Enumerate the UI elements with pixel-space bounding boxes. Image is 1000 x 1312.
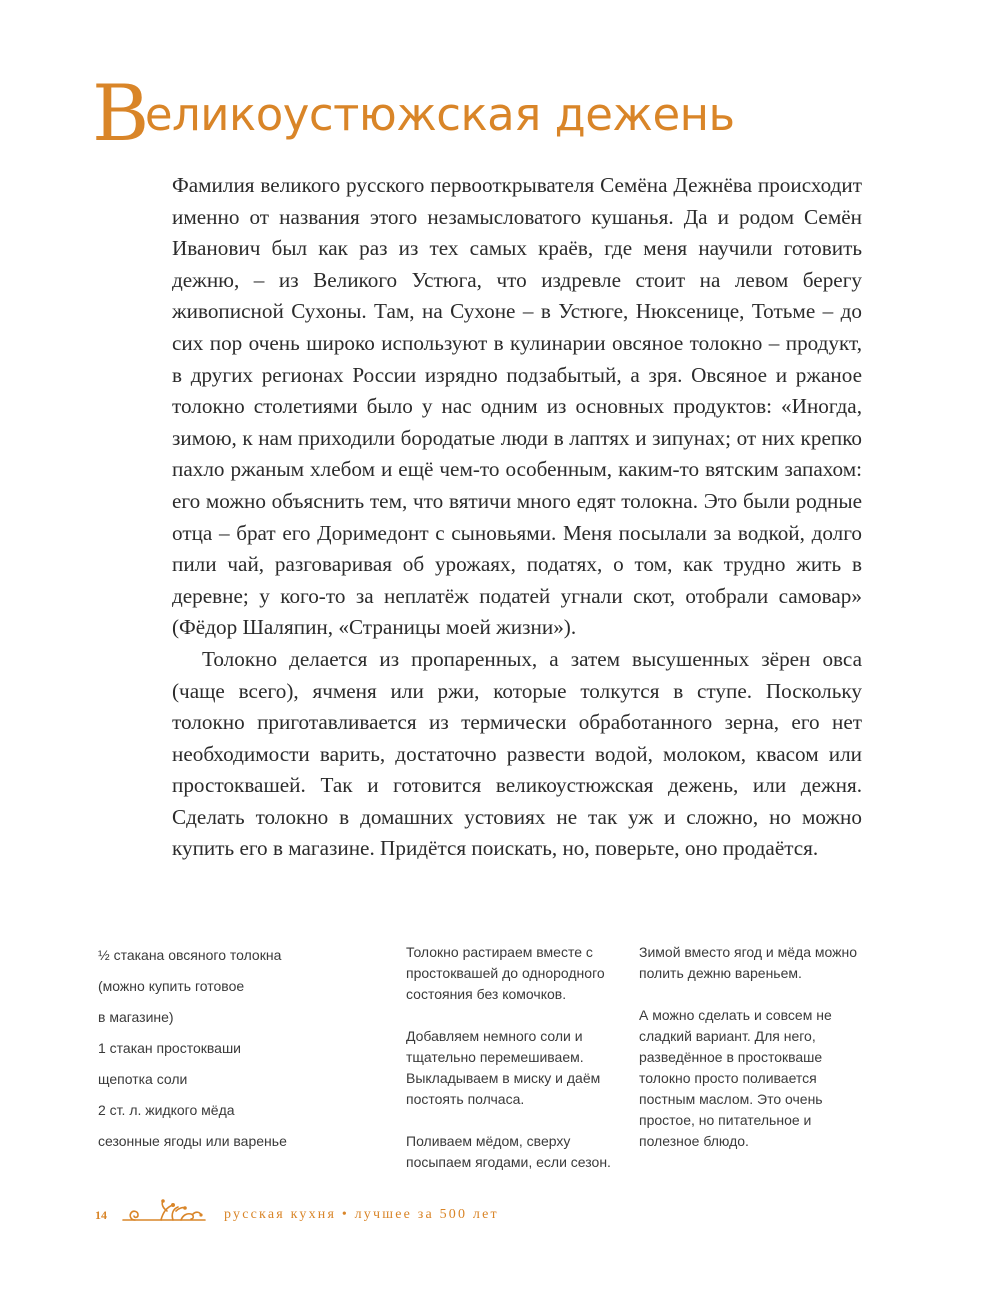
running-title: русская кухня • лучшее за 500 лет — [224, 1207, 499, 1222]
ingredient-line: в магазине) — [98, 1009, 174, 1025]
note-paragraph: Зимой вместо ягод и мёда можно полить дежню вареньем. — [639, 944, 858, 981]
ingredient-line: щепотка соли — [98, 1071, 188, 1087]
ingredient-line: сезонные ягоды или варенье — [98, 1133, 287, 1149]
ingredients-list — [98, 940, 358, 1157]
page-title — [92, 70, 735, 160]
page-number: 14 — [95, 1208, 107, 1222]
intro-paragraph: Толокно делается из пропаренных, а затем высушенных зёрен овса (чаще всего), ячменя или ржи, которые толкутся в ступе. Поскольку толокно приготавливается из термически обработанного зерна, его нет необходимости варить, достаточно развести водой, молоком, квасом или простоквашей. Так и готовится великоустюжская дежень, или дежня. Сделать толокно в домашних устовиях не так уж и сложно, но можно купить его в магазине. Придётся поискать, но, поверьте, оно продаётся. — [172, 646, 862, 861]
intro-paragraph: Фамилия великого русского первооткрывателя Семёна Дежнёва происходит именно от названия этого незамысловатого кушанья. Да и родом Семён Иванович был как раз из тех самых краёв, где меня научили готовить дежню, – из Великого Устюга, что издревле стоит на левом берегу живописной Сухоны. Там, на Сухоне – в Устюге, Нюксенице, Тотьме – до сих пор очень широко используют в кулинарии овсяное толокно – продукт, в других регионах России изрядно подзабытый, а зря. Овсяное и ржаное толокно столетиями было у нас одним из основных продуктов: «Иногда, зимою, к нам приходили бородатые люди в лаптях и зипунах; от них крепко пахло ржаным хлебом и ещё чем-то особенным, каким-то вятским запахом: его можно объяснить тем, что вятичи много едят толокна. Это были родные отца – брат его Доримедонт с сыновьями. Меня посылали за водкой, долго пили чай, разговаривая об урожаях, податях, о том, как трудно жить в деревне; у кого-то за неплатёж податей угнали скот, отобрали самовар» (Фёдор Шаляпин, «Страницы моей жизни»). — [172, 173, 862, 640]
step-paragraph: Толокно растираем вместе с простоквашей до однородного состояния без комочков. — [406, 944, 605, 1002]
preparation-steps — [406, 942, 621, 1194]
ingredient-line: (можно купить готовое — [98, 978, 245, 994]
ingredient-line: 1 стакан простокваши — [98, 1040, 241, 1056]
page-footer — [95, 1196, 595, 1236]
note-paragraph: А можно сделать и совсем не сладкий вариант. Для него, разведённое в простокваше толокно просто поливается постным маслом. Это очень простое, но питательное и полезное блюдо. — [639, 1007, 832, 1149]
ingredient-line: ½ стакана овсяного толокна — [98, 947, 282, 963]
recipe-notes — [639, 942, 864, 1173]
title-rest: еликоустюжская дежень — [144, 88, 735, 141]
step-paragraph: Добавляем немного соли и тщательно перемешиваем. Выкладываем в миску и даём постоять полчаса. — [406, 1028, 601, 1107]
intro-text — [172, 170, 862, 865]
step-paragraph: Поливаем мёдом, сверху посыпаем ягодами, если сезон. — [406, 1133, 611, 1170]
floral-ornament-icon — [121, 1196, 209, 1232]
ingredient-line: 2 ст. л. жидкого мёда — [98, 1102, 235, 1118]
title-initial-letter: В — [92, 69, 149, 159]
